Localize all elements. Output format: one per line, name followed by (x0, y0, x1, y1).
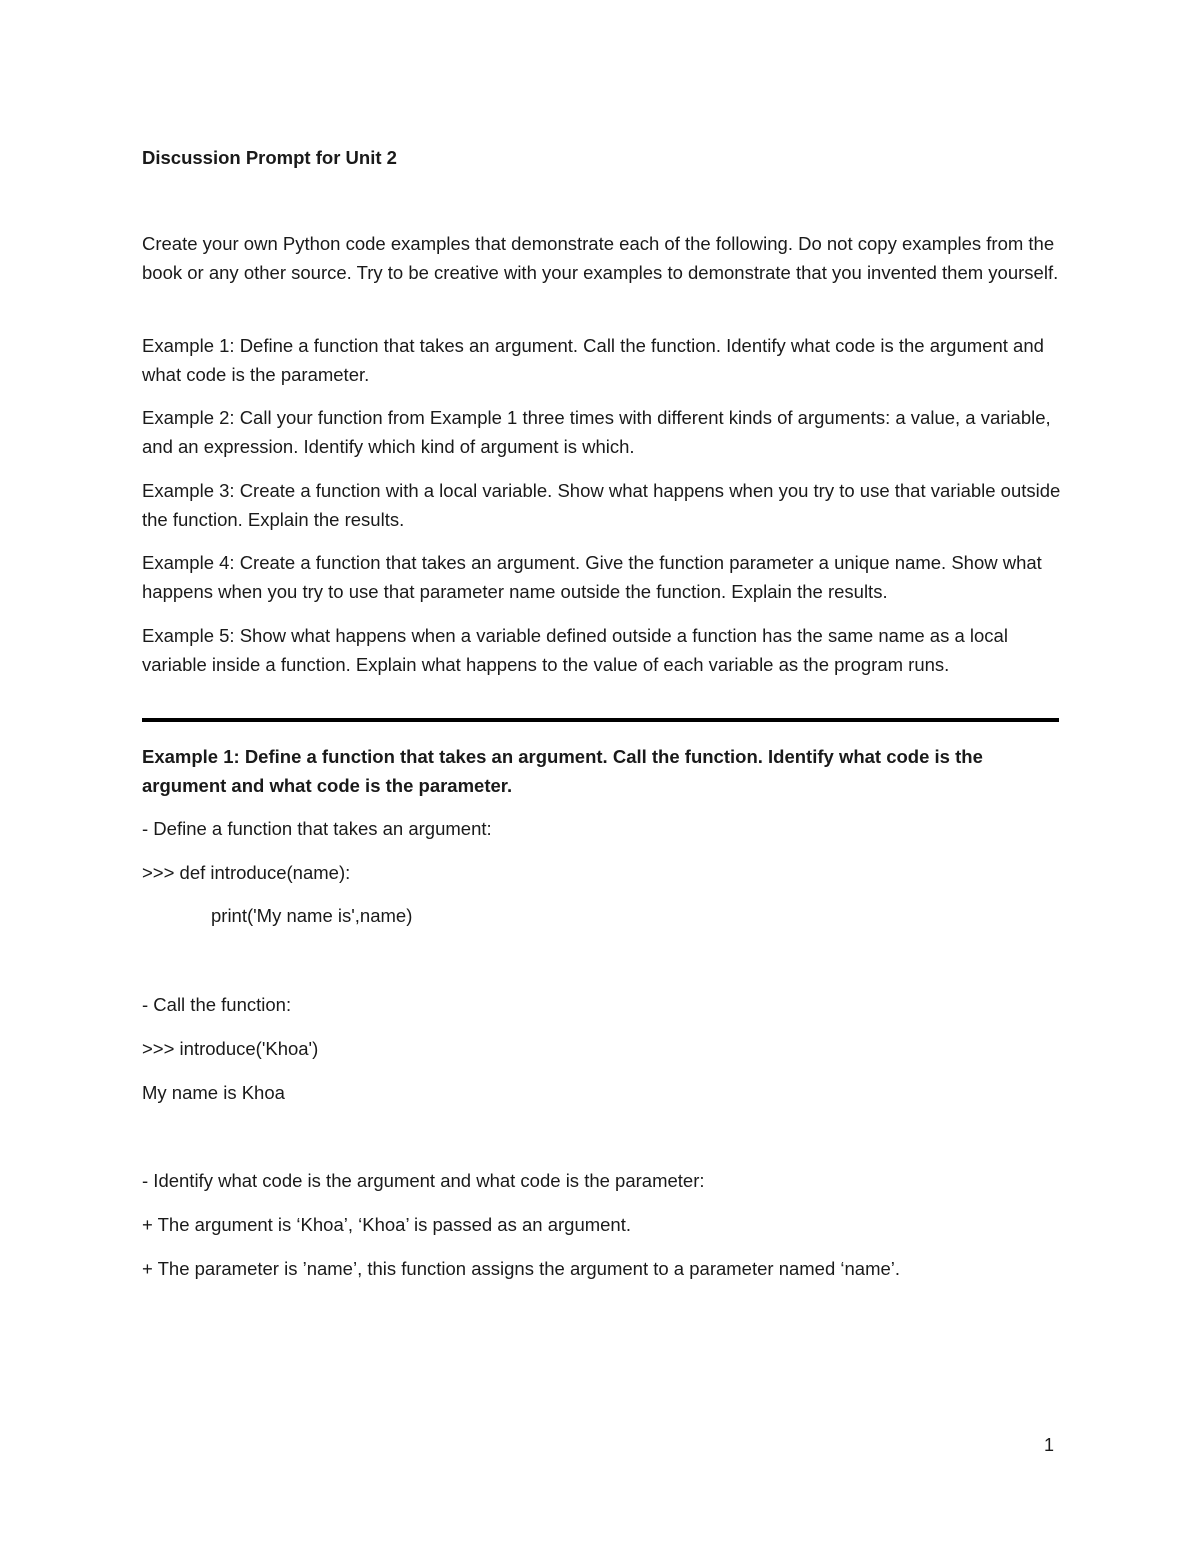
argument-explanation: + The argument is ‘Khoa’, ‘Khoa’ is passed as an argument. (142, 1214, 631, 1235)
page-title: Discussion Prompt for Unit 2 (142, 147, 397, 168)
prompt-example-4 (142, 548, 1062, 606)
intro-paragraph: Create your own Python code examples that demonstrate each of the following. Do not copy examples from the book or any other source. Try to be creative with your examples to demonstrate that you invented them yourself. (142, 233, 1059, 283)
prompt-text: Call your function from Example 1 three times with different kinds of arguments: a value, a variable, and an expression. Identify which kind of argument is which. (142, 407, 1051, 457)
code-call-line: >>> introduce('Khoa') (142, 1038, 319, 1059)
prompt-text: Show what happens when a variable defined outside a function has the same name as a local variable inside a function. Explain what happens to the value of each variable as the program runs. (142, 625, 1008, 675)
page-number: 1 (1044, 1435, 1055, 1455)
parameter-explanation: + The parameter is ’name’, this function assigns the argument to a parameter named ‘name’. (142, 1258, 901, 1279)
code-print-line: print('My name is',name) (211, 905, 413, 926)
prompt-example-3 (142, 476, 1062, 534)
call-label: - Call the function: (142, 994, 292, 1015)
code-output-line: My name is Khoa (142, 1082, 285, 1103)
horizontal-divider (142, 718, 1059, 722)
prompt-text: Define a function that takes an argument. Call the function. Identify what code is the argument and what code is the parameter. (142, 335, 1044, 385)
prompt-example-1 (142, 331, 1062, 389)
identify-label: - Identify what code is the argument and what code is the parameter: (142, 1170, 705, 1191)
prompt-label: Example 2: (142, 407, 235, 428)
prompt-label: Example 3: (142, 480, 235, 501)
prompt-example-2 (142, 403, 1062, 461)
prompt-label: Example 5: (142, 625, 235, 646)
answer-heading: Example 1: Define a function that takes an argument. Call the function. Identify what code is the argument and what code is the parameter. (142, 746, 983, 796)
prompt-example-5 (142, 621, 1062, 679)
code-def-line: >>> def introduce(name): (142, 862, 351, 883)
prompt-text: Create a function that takes an argument. Give the function parameter a unique name. Show what happens when you try to use that parameter name outside the function. Explain the results. (142, 552, 1042, 602)
prompt-label: Example 4: (142, 552, 235, 573)
prompt-text: Create a function with a local variable. Show what happens when you try to use that variable outside the function. Explain the results. (142, 480, 1061, 530)
prompt-label: Example 1: (142, 335, 235, 356)
define-label: - Define a function that takes an argument: (142, 818, 492, 839)
